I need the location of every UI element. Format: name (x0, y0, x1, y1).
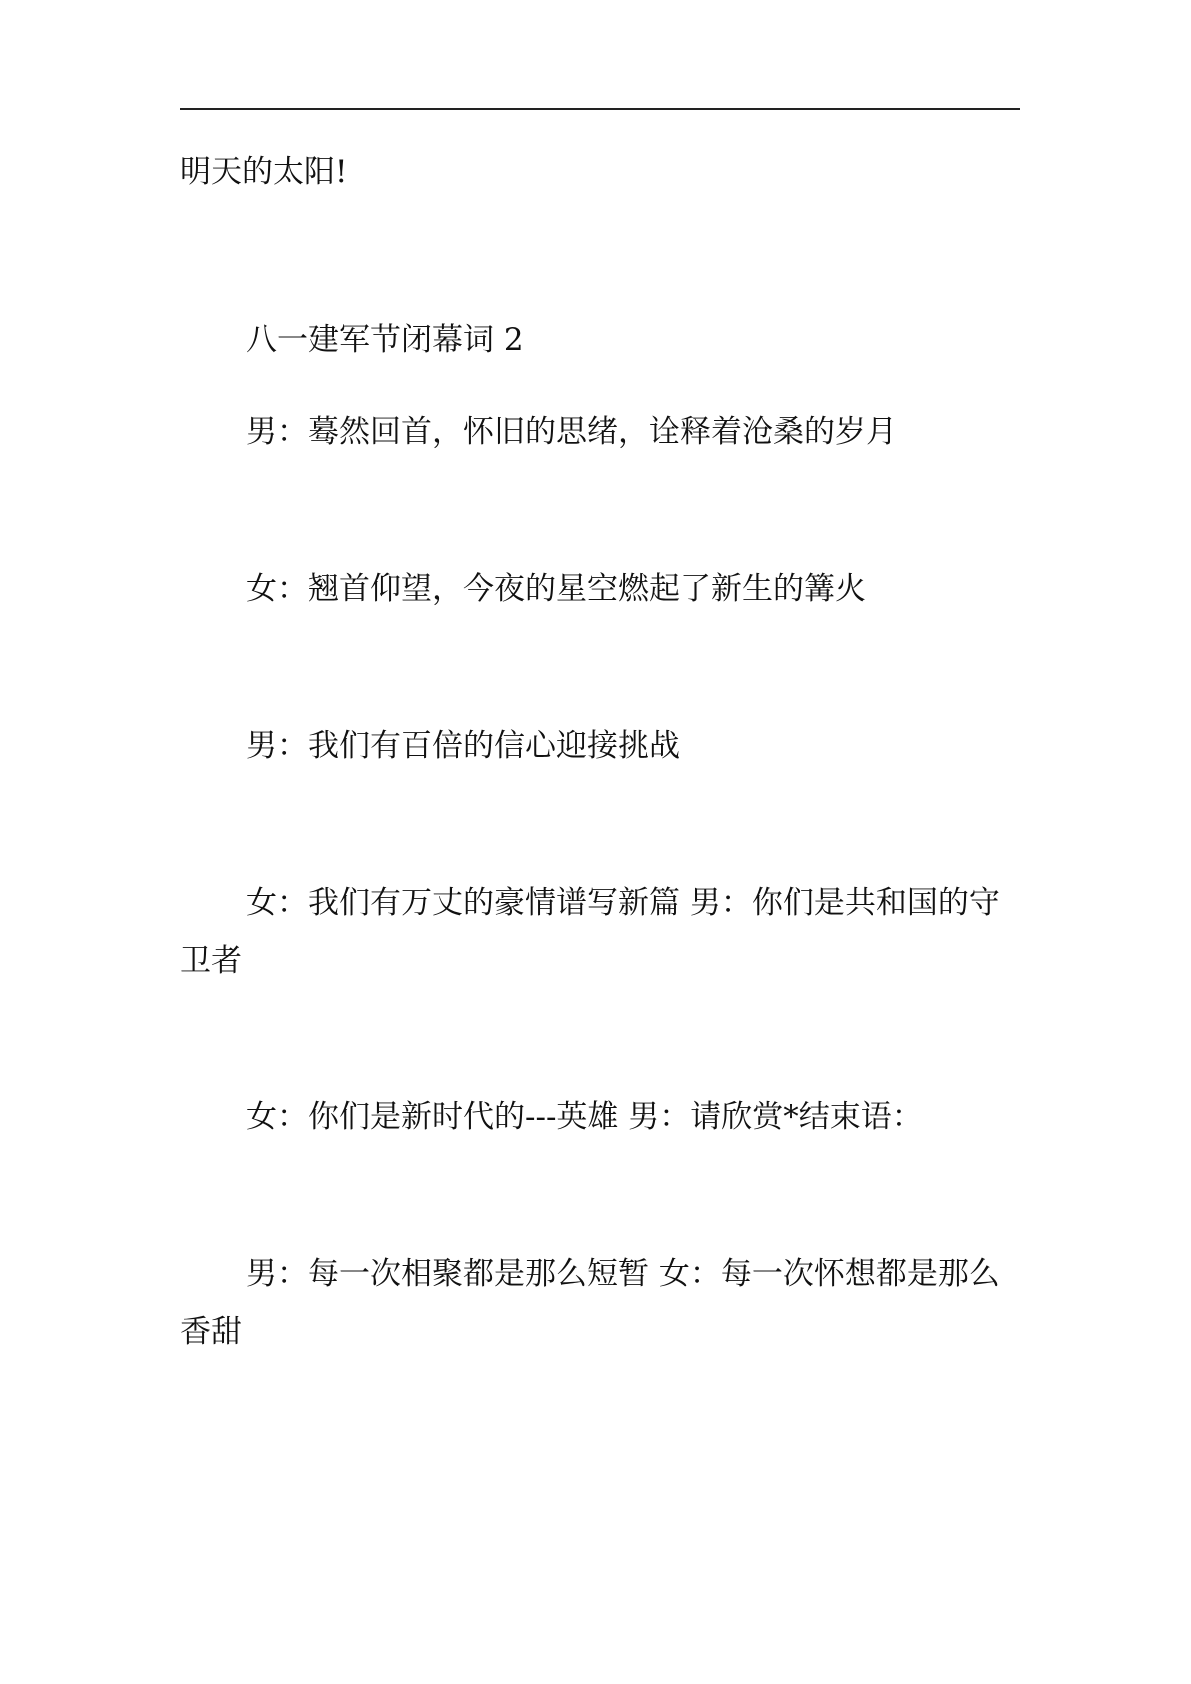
paragraph-1: 男：蓦然回首，怀旧的思绪，诠释着沧桑的岁月 (246, 414, 897, 450)
header-rule (180, 108, 1020, 110)
paragraph-2: 女：翘首仰望，今夜的星空燃起了新生的篝火 (246, 571, 866, 607)
paragraph-5: 女：你们是新时代的---英雄 男：请欣赏*结束语： (246, 1099, 923, 1135)
paragraph-4: 女：我们有万丈的豪情谱写新篇 男：你们是共和国的守卫者 (180, 885, 1000, 979)
opening-line: 明天的太阳! (180, 154, 348, 190)
paragraph-6: 男：每一次相聚都是那么短暂 女：每一次怀想都是那么香甜 (180, 1256, 1000, 1350)
section-heading: 八一建军节闭幕词 2 (246, 322, 524, 358)
paragraph-3: 男：我们有百倍的信心迎接挑战 (246, 728, 680, 764)
